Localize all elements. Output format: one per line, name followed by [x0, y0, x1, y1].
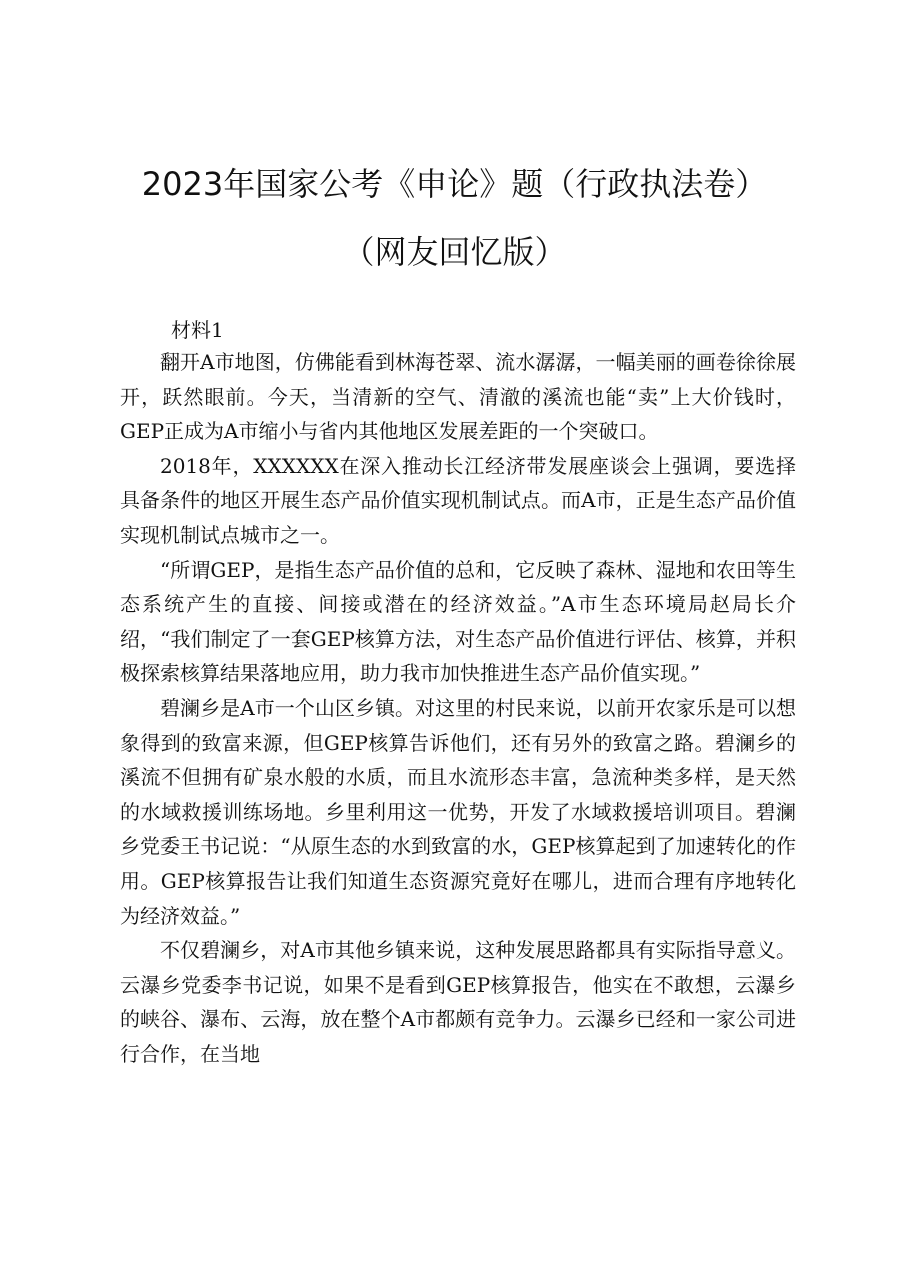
paragraph: 2018年，XXXXXX在深入推动长江经济带发展座谈会上强调，要选择具备条件的地区开展生态产品价值实现机制试点。而A市，正是生态产品价值实现机制试点城市之一。	[120, 453, 796, 547]
document-title: 2023年国家公考《申论》题（行政执法卷）	[141, 165, 768, 203]
body-text	[120, 345, 796, 1071]
paragraph: 翻开A市地图，仿佛能看到林海苍翠、流水潺潺，一幅美丽的画卷徐徐展开，跃然眼前。今天，当清新的空气、清澈的溪流也能“卖”上大价钱时，GEP正成为A市缩小与省内其他地区发展差距的一个突破口。	[120, 350, 796, 444]
document-subtitle: （网友回忆版）	[342, 233, 567, 271]
section-label: 材料1	[171, 318, 224, 342]
paragraph: 不仅碧澜乡，对A市其他乡镇来说，这种发展思路都具有实际指导意义。云瀑乡党委李书记说，如果不是看到GEP核算报告，他实在不敢想，云瀑乡的峡谷、瀑布、云海，放在整个A市都颇有竞争力。云瀑乡已经和一家公司进行合作，在当地	[120, 938, 796, 1066]
paragraph: 碧澜乡是A市一个山区乡镇。对这里的村民来说，以前开农家乐是可以想象得到的致富来源，但GEP核算告诉他们，还有另外的致富之路。碧澜乡的溪流不但拥有矿泉水般的水质，而且水流形态丰富，急流种类多样，是天然的水域救援训练场地。乡里利用这一优势，开发了水域救援培训项目。碧澜乡党委王书记说：“从原生态的水到致富的水，GEP核算起到了加速转化的作用。GEP核算报告让我们知道生态资源究竟好在哪儿，进而合理有序地转化为经济效益。”	[120, 695, 796, 928]
paragraph: “所谓GEP，是指生态产品价值的总和，它反映了森林、湿地和农田等生态系统产生的直接、间接或潜在的经济效益。”A市生态环境局赵局长介绍，“我们制定了一套GEP核算方法，对生态产品价值进行评估、核算，并积极探索核算结果落地应用，助力我市加快推进生态产品价值实现。”	[120, 557, 796, 686]
